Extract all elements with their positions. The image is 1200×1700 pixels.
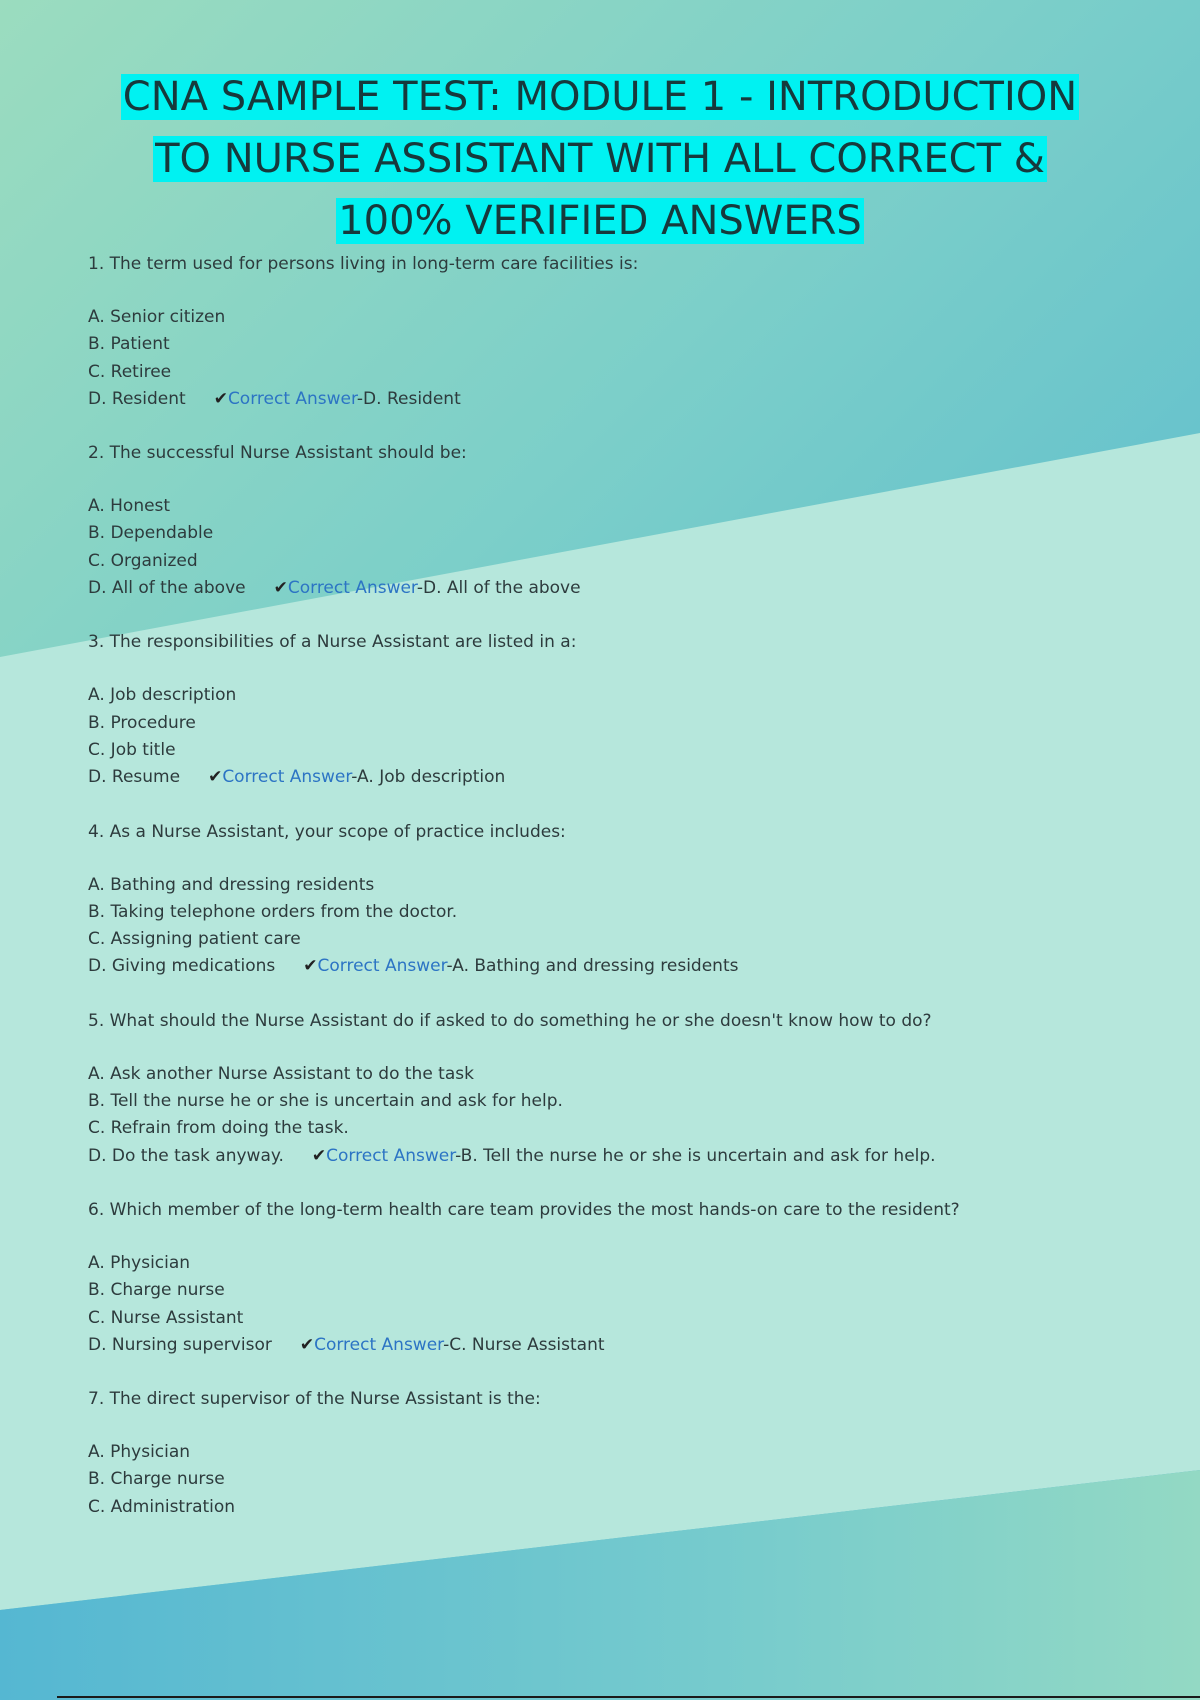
option-d-row bbox=[88, 386, 1148, 413]
question-block bbox=[88, 818, 1148, 981]
correct-answer-label: Correct Answer bbox=[317, 956, 447, 977]
option-d: D. All of the above bbox=[88, 578, 246, 599]
question-text: 2. The successful Nurse Assistant should be: bbox=[88, 443, 467, 464]
option-a: A. Physician bbox=[88, 1442, 191, 1463]
correct-answer-label: Correct Answer bbox=[222, 767, 352, 788]
answer-line bbox=[274, 578, 581, 598]
check-icon: ✔ bbox=[208, 767, 223, 788]
check-icon: ✔ bbox=[311, 1145, 327, 1166]
correct-answer-label: Correct Answer bbox=[227, 388, 357, 409]
check-icon: ✔ bbox=[303, 956, 318, 977]
option-a: A. Ask another Nurse Assistant to do the task bbox=[88, 1063, 474, 1084]
option-a: A. Job description bbox=[88, 685, 237, 706]
check-icon: ✔ bbox=[213, 388, 228, 409]
option-a: A. Senior citizen bbox=[88, 307, 226, 327]
option-b: B. Procedure bbox=[88, 712, 196, 733]
option-b: B. Charge nurse bbox=[88, 1469, 225, 1490]
correct-answer-value: -D. Resident bbox=[356, 388, 461, 409]
option-d-row bbox=[88, 764, 1148, 791]
option-a: A. Honest bbox=[88, 496, 171, 517]
question-block bbox=[88, 1007, 1148, 1170]
option-a: A. Bathing and dressing residents bbox=[88, 874, 375, 895]
correct-answer-value: -A. Bathing and dressing residents bbox=[446, 956, 739, 977]
question-block bbox=[88, 250, 1148, 413]
option-b: B. Taking telephone orders from the doctor. bbox=[88, 901, 458, 922]
question-block bbox=[88, 1196, 1148, 1359]
option-d-row bbox=[88, 575, 1148, 602]
question-text: 4. As a Nurse Assistant, your scope of practice includes: bbox=[88, 821, 566, 842]
answer-line bbox=[214, 389, 461, 409]
title-line-3: 100% VERIFIED ANSWERS bbox=[338, 198, 862, 244]
option-d: D. Giving medications bbox=[88, 956, 276, 977]
option-c: C. Refrain from doing the task. bbox=[88, 1118, 349, 1139]
check-icon: ✔ bbox=[273, 578, 288, 599]
option-d: D. Nursing supervisor bbox=[88, 1334, 272, 1355]
question-text: 5. What should the Nurse Assistant do if asked to do something he or she doesn't know how to do? bbox=[88, 1010, 932, 1031]
option-c: C. Administration bbox=[88, 1496, 236, 1517]
question-block bbox=[88, 628, 1148, 791]
check-icon: ✔ bbox=[299, 1334, 315, 1355]
answer-line bbox=[303, 956, 738, 976]
correct-answer-value: -B. Tell the nurse he or she is uncertain and ask for help. bbox=[455, 1145, 936, 1166]
option-b: B. Patient bbox=[88, 334, 170, 355]
option-c: C. Nurse Assistant bbox=[88, 1307, 244, 1328]
option-b: B. Tell the nurse he or she is uncertain and ask for help. bbox=[88, 1091, 563, 1112]
option-d-row bbox=[88, 953, 1148, 980]
question-text: 7. The direct supervisor of the Nurse Assistant is the: bbox=[88, 1389, 541, 1410]
question-text: 6. Which member of the long-term health care team provides the most hands-on care to the resident? bbox=[88, 1199, 960, 1220]
document-title bbox=[0, 66, 1200, 252]
option-b: B. Charge nurse bbox=[88, 1280, 225, 1301]
correct-answer-value: -C. Nurse Assistant bbox=[443, 1334, 605, 1355]
correct-answer-label: Correct Answer bbox=[314, 1334, 444, 1355]
question-text: 1. The term used for persons living in long-term care facilities is: bbox=[88, 254, 639, 274]
title-line-2: TO NURSE ASSISTANT WITH ALL CORRECT & bbox=[155, 136, 1045, 182]
option-d: D. Resident bbox=[88, 388, 186, 409]
correct-answer-label: Correct Answer bbox=[287, 578, 417, 599]
footer-rule bbox=[57, 1696, 1200, 1698]
correct-answer-value: -D. All of the above bbox=[416, 578, 581, 599]
answer-line bbox=[312, 1146, 936, 1166]
option-c: C. Job title bbox=[88, 739, 176, 760]
answer-line bbox=[300, 1335, 605, 1355]
correct-answer-label: Correct Answer bbox=[326, 1145, 456, 1166]
question-block bbox=[88, 1385, 1148, 1521]
question-list bbox=[88, 250, 1148, 1521]
answer-line bbox=[208, 767, 505, 787]
option-d-row bbox=[88, 1332, 1148, 1359]
question-block bbox=[88, 439, 1148, 602]
correct-answer-value: -A. Job description bbox=[351, 767, 506, 788]
option-b: B. Dependable bbox=[88, 523, 214, 544]
option-c: C. Assigning patient care bbox=[88, 929, 301, 950]
question-text: 3. The responsibilities of a Nurse Assistant are listed in a: bbox=[88, 632, 577, 653]
option-d-row bbox=[88, 1143, 1148, 1170]
option-d: D. Resume bbox=[88, 767, 181, 788]
option-a: A. Physician bbox=[88, 1252, 191, 1273]
option-c: C. Retiree bbox=[88, 361, 172, 382]
title-line-1: CNA SAMPLE TEST: MODULE 1 - INTRODUCTION bbox=[122, 74, 1078, 120]
option-c: C. Organized bbox=[88, 550, 198, 571]
option-d: D. Do the task anyway. bbox=[88, 1145, 284, 1166]
